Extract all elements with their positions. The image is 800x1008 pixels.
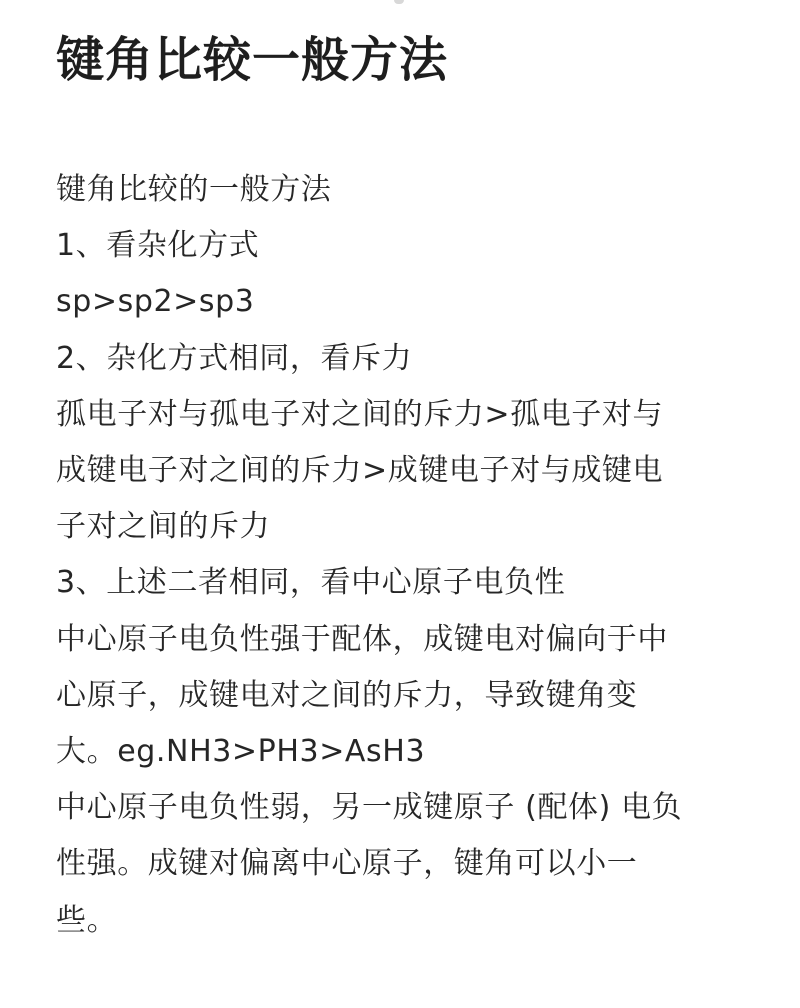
text-line: 成键电子对之间的斥力>成键电子对与成键电 <box>56 453 664 489</box>
text-line: 些。 <box>56 902 118 938</box>
text-line: 中心原子电负性强于配体，成键电对偏向于中 <box>56 621 668 657</box>
top-indicator <box>394 0 404 4</box>
text-line: 大。eg.NH3>PH3>AsH3 <box>56 734 426 770</box>
text-line: 子对之间的斥力 <box>56 509 271 545</box>
text-line: 性强。成键对偏离中心原子，键角可以小一 <box>56 846 638 882</box>
text-line: 心原子，成键电对之间的斥力，导致键角变 <box>56 677 638 713</box>
text-line: 2、杂化方式相同，看斥力 <box>56 340 413 376</box>
text-line: 键角比较的一般方法 <box>56 172 332 207</box>
text-line: 中心原子电负性弱，另一成键原子 (配体) 电负 <box>56 790 683 826</box>
article-body <box>56 162 766 949</box>
text-line: sp>sp2>sp3 <box>56 284 255 320</box>
text-line: 3、上述二者相同，看中心原子电负性 <box>56 565 566 601</box>
text-line: 孤电子对与孤电子对之间的斥力>孤电子对与 <box>56 396 664 432</box>
text-line: 1、看杂化方式 <box>56 228 260 264</box>
page-title: 键角比较一般方法 <box>56 32 449 88</box>
